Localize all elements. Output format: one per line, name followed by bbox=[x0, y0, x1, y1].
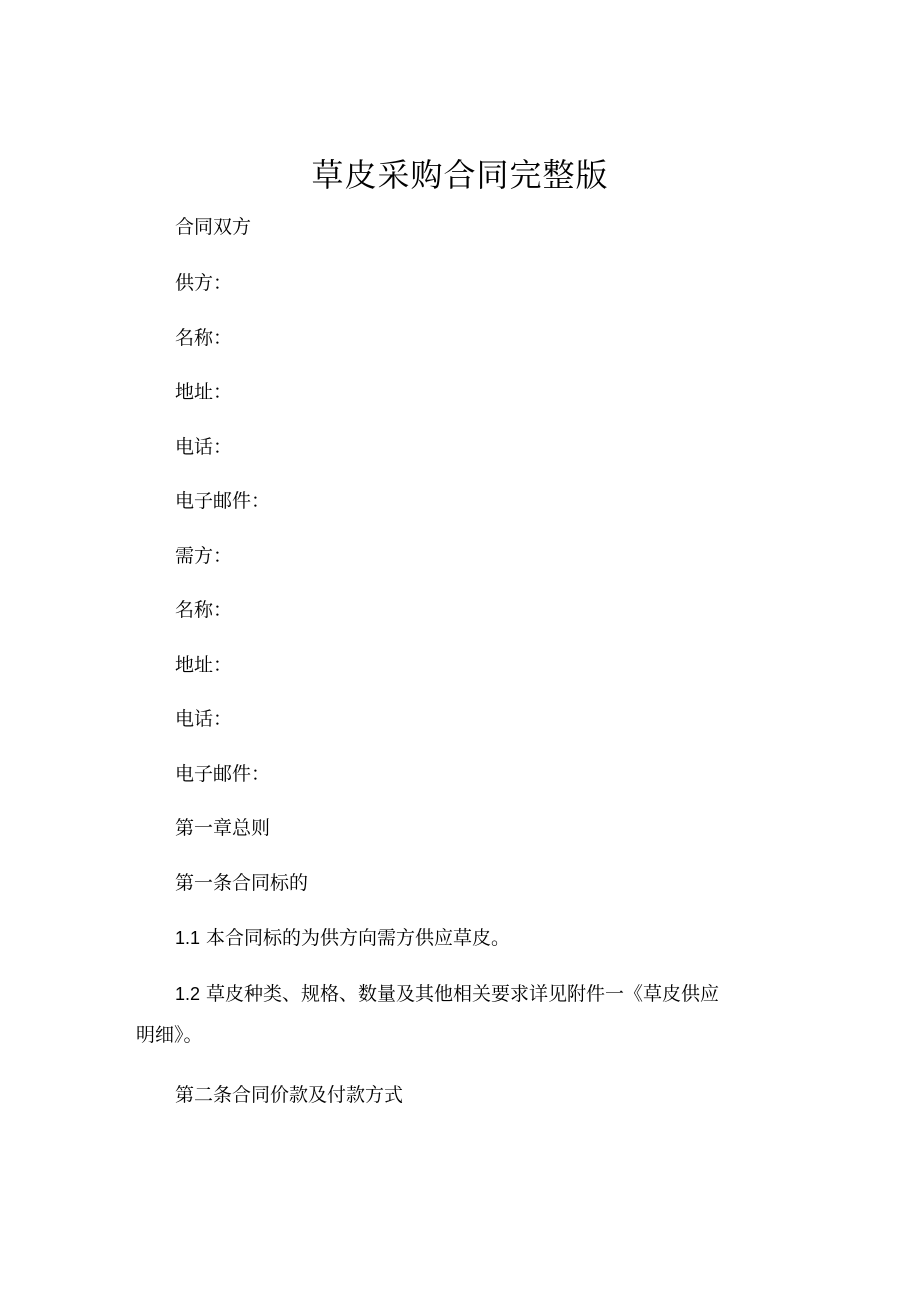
buyer-phone-label: 电话： bbox=[175, 708, 233, 730]
clause-1-2 bbox=[175, 979, 785, 1009]
clause-1-2-continuation: 明细》。 bbox=[136, 1024, 203, 1046]
clause-1-2-text-line1: 草皮种类、规格、数量及其他相关要求详见附件一《草皮供应 bbox=[206, 983, 720, 1005]
clause-1-2-number: 1.2 bbox=[175, 984, 201, 1004]
parties-heading: 合同双方 bbox=[175, 216, 252, 238]
supplier-email-label: 电子邮件： bbox=[175, 490, 271, 512]
buyer-email-label: 电子邮件： bbox=[175, 763, 271, 785]
article-2-heading: 第二条合同价款及付款方式 bbox=[175, 1084, 404, 1106]
chapter-1-heading: 第一章总则 bbox=[175, 817, 271, 839]
clause-1-1-number: 1.1 bbox=[175, 928, 201, 948]
clause-1-1 bbox=[175, 923, 510, 953]
document-title: 草皮采购合同完整版 bbox=[311, 156, 609, 194]
article-1-heading: 第一条合同标的 bbox=[175, 872, 309, 894]
buyer-name-label: 名称： bbox=[175, 599, 233, 621]
supplier-phone-label: 电话： bbox=[175, 436, 233, 458]
buyer-heading: 需方： bbox=[175, 545, 233, 567]
supplier-address-label: 地址： bbox=[175, 381, 233, 403]
buyer-address-label: 地址： bbox=[175, 654, 233, 676]
clause-1-1-text: 本合同标的为供方向需方供应草皮。 bbox=[206, 927, 511, 949]
supplier-name-label: 名称： bbox=[175, 327, 233, 349]
supplier-heading: 供方： bbox=[175, 272, 233, 294]
